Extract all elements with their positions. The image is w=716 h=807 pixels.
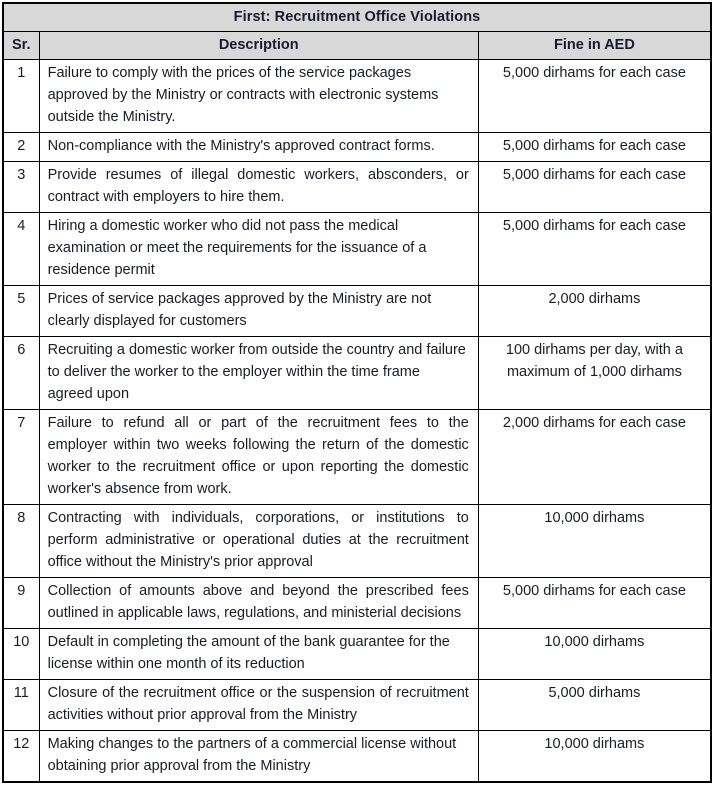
table-header [3,3,711,60]
recruitment-office-violations-table [2,2,712,783]
column-header-fine: Fine in AED [478,32,711,60]
row-serial-number: 9 [3,578,39,629]
violations-table-container [2,2,712,783]
row-description: Provide resumes of illegal domestic workers, absconders, or contract with employers to hire them. [39,162,478,213]
row-description: Failure to comply with the prices of the service packages approved by the Ministry or contracts with electronic systems outside the Ministry. [39,60,478,133]
table-row [3,680,711,731]
row-description: Closure of the recruitment office or the suspension of recruitment activities without prior approval from the Ministry [39,680,478,731]
row-description: Hiring a domestic worker who did not pass the medical examination or meet the requirements for the issuance of a residence permit [39,213,478,286]
row-serial-number: 4 [3,213,39,286]
row-serial-number: 3 [3,162,39,213]
row-fine-amount: 2,000 dirhams [478,286,711,337]
table-row [3,213,711,286]
row-fine-amount: 5,000 dirhams for each case [478,578,711,629]
row-description: Collection of amounts above and beyond the prescribed fees outlined in applicable laws, regulations, and ministerial decisions [39,578,478,629]
table-row [3,410,711,505]
table-body [3,60,711,783]
row-description: Failure to refund all or part of the recruitment fees to the employer within two weeks following the return of the domestic worker to the recruitment office or upon reporting the domestic worker's absence from work. [39,410,478,505]
row-serial-number: 7 [3,410,39,505]
row-description: Contracting with individuals, corporations, or institutions to perform administrative or operational duties at the recruitment office without the Ministry's prior approval [39,505,478,578]
row-serial-number: 12 [3,731,39,783]
row-fine-amount: 100 dirhams per day, with a maximum of 1,000 dirhams [478,337,711,410]
row-description: Default in completing the amount of the bank guarantee for the license within one month of its reduction [39,629,478,680]
row-fine-amount: 5,000 dirhams for each case [478,162,711,213]
row-fine-amount: 2,000 dirhams for each case [478,410,711,505]
row-serial-number: 10 [3,629,39,680]
table-row [3,162,711,213]
row-serial-number: 6 [3,337,39,410]
column-header-description: Description [39,32,478,60]
table-row [3,731,711,783]
row-serial-number: 2 [3,133,39,162]
table-row [3,286,711,337]
row-description: Prices of service packages approved by the Ministry are not clearly displayed for customers [39,286,478,337]
row-fine-amount: 5,000 dirhams for each case [478,60,711,133]
table-row [3,133,711,162]
table-row [3,337,711,410]
row-fine-amount: 10,000 dirhams [478,505,711,578]
table-row [3,629,711,680]
table-title: First: Recruitment Office Violations [3,3,711,32]
table-row [3,505,711,578]
row-serial-number: 5 [3,286,39,337]
row-fine-amount: 5,000 dirhams for each case [478,133,711,162]
row-serial-number: 1 [3,60,39,133]
row-description: Recruiting a domestic worker from outside the country and failure to deliver the worker to the employer within the time frame agreed upon [39,337,478,410]
row-description: Non-compliance with the Ministry's approved contract forms. [39,133,478,162]
row-description: Making changes to the partners of a commercial license without obtaining prior approval from the Ministry [39,731,478,783]
row-fine-amount: 5,000 dirhams for each case [478,213,711,286]
table-row [3,60,711,133]
column-header-row [3,32,711,60]
table-row [3,578,711,629]
row-fine-amount: 10,000 dirhams [478,629,711,680]
row-serial-number: 8 [3,505,39,578]
table-title-row [3,3,711,32]
row-serial-number: 11 [3,680,39,731]
column-header-sr: Sr. [3,32,39,60]
row-fine-amount: 5,000 dirhams [478,680,711,731]
row-fine-amount: 10,000 dirhams [478,731,711,783]
